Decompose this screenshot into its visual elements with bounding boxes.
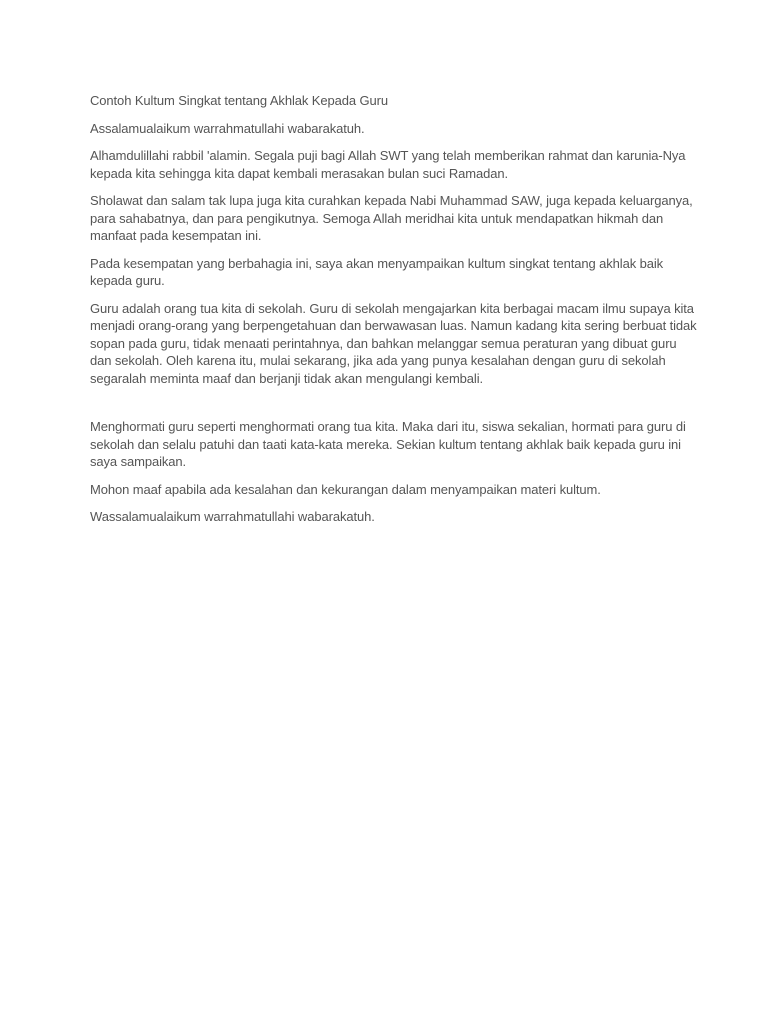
paragraph-greeting: Assalamualaikum warrahmatullahi wabarakatuh. (90, 120, 365, 136)
paragraph-apology: Mohon maaf apabila ada kesalahan dan kekurangan dalam menyampaikan materi kultum. (90, 481, 601, 497)
paragraph-respect: Menghormati guru seperti menghormati orang tua kita. Maka dari itu, siswa sekalian, hormati para guru di sekolah dan selalu patuhi dan taati kata-kata mereka. Sekian kultum tentang akhlak baik kepada guru ini saya sampaikan. (90, 419, 686, 469)
paragraph-praise: Alhamdulillahi rabbil 'alamin. Segala puji bagi Allah SWT yang telah memberikan rahmat dan karunia-Nya kepada kita sehingga kita dapat kembali merasakan bulan suci Ramadan. (90, 148, 686, 181)
paragraph-intro: Pada kesempatan yang berbahagia ini, saya akan menyampaikan kultum singkat tentang akhlak baik kepada guru. (90, 255, 664, 288)
document-title: Contoh Kultum Singkat tentang Akhlak Kepada Guru (90, 93, 389, 108)
paragraph-teacher-role: Guru adalah orang tua kita di sekolah. Guru di sekolah mengajarkan kita berbagai macam ilmu supaya kita menjadi orang-orang yang berpengetahuan dan berwawasan luas. Namun kadang kita sering berbuat tidak sopan pada guru, tidak menaati perintahnya, dan bahkan melanggar semua peraturan yang dibuat guru dan sekolah. Oleh karena itu, mulai sekarang, jika ada yang punya kesalahan dengan guru di sekolah segaralah meminta maaf dan berjanji tidak akan mengulangi kembali. (90, 300, 697, 386)
paragraph-sholawat: Sholawat dan salam tak lupa juga kita curahkan kepada Nabi Muhammad SAW, juga kepada keluarganya, para sahabatnya, dan para pengikutnya. Semoga Allah meridhai kita untuk mendapatkan hikmah dan manfaat pada kesempatan ini. (90, 193, 693, 243)
paragraph-closing: Wassalamualaikum warrahmatullahi wabarakatuh. (90, 509, 375, 524)
document-body (90, 92, 700, 536)
paragraph-spacer (90, 397, 700, 418)
